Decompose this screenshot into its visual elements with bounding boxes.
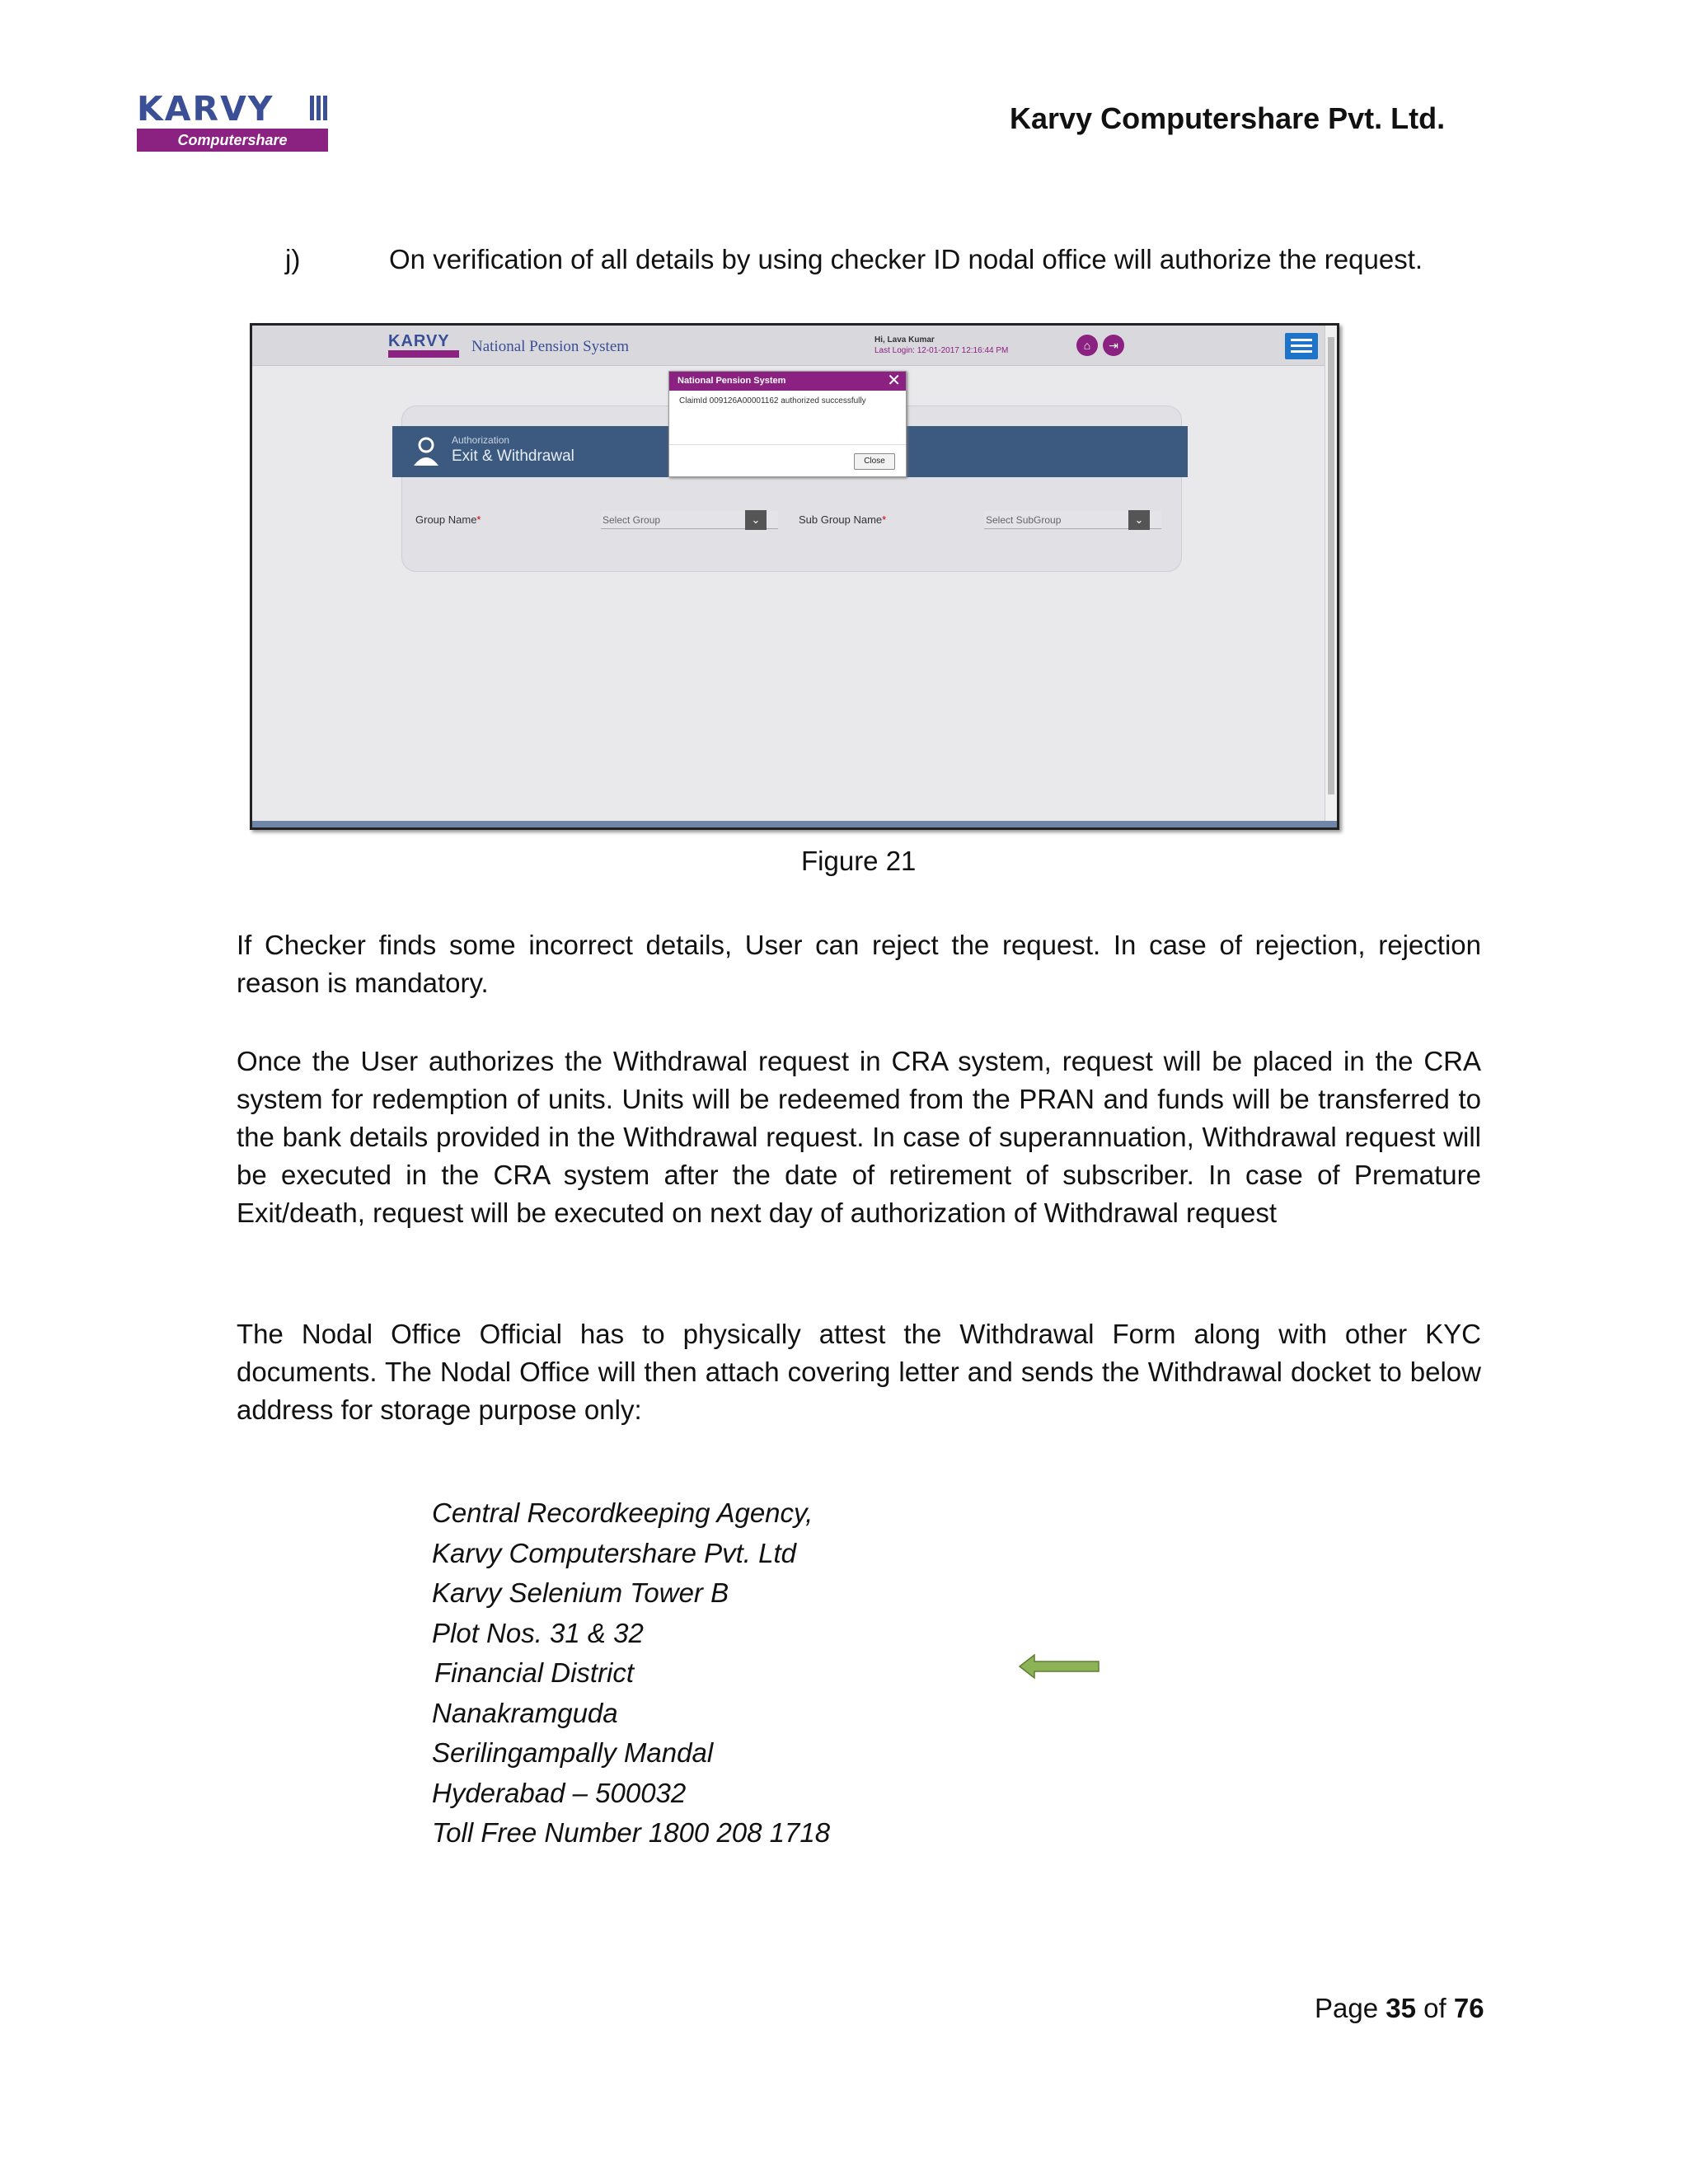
taskbar [252, 821, 1337, 827]
required-mark: * [882, 513, 887, 526]
dialog-title: National Pension System [678, 376, 786, 386]
app-logo-word: KARVY [388, 332, 450, 350]
page-current: 35 [1386, 1993, 1416, 2023]
last-login-value: 12-01-2017 12:16:44 PM [917, 346, 1009, 355]
app-title: National Pension System [471, 338, 630, 355]
home-icon[interactable]: ⌂ [1076, 335, 1098, 356]
success-dialog [668, 371, 907, 477]
sub-group-name-label [799, 513, 886, 526]
address-line: Hyderabad – 500032 [432, 1777, 687, 1808]
figure-screenshot [250, 323, 1339, 830]
step-text: On verification of all details by using checker ID nodal office will authorize the request. [389, 244, 1423, 274]
scrollbar[interactable] [1325, 326, 1337, 827]
arrow-left-icon [1018, 1652, 1100, 1680]
logo-wordmark: KARVY [137, 89, 274, 129]
logo-bars-icon [310, 96, 328, 120]
step-letter: j) [285, 244, 301, 274]
address-line: Serilingampally Mandal [432, 1737, 714, 1768]
user-icon [412, 436, 440, 467]
address-block [432, 1493, 830, 1854]
dialog-message: ClaimId 009126A00001162 authorized successfully [679, 396, 866, 405]
chevron-down-icon[interactable]: ⌄ [1128, 510, 1150, 530]
last-login-label: Last Login: [874, 346, 915, 355]
page-number [1315, 1993, 1484, 2024]
paragraph-authorization: Once the User authorizes the Withdrawal request in CRA system, request will be placed in the CRA system for redemption of units. Units will be redeemed from the PRAN and funds will be transferred to the bank details provided in the Withdrawal request. In case of superannuation, Withdrawal request will be executed in the CRA system after the date of retirement of subscriber. In case of Premature Exit/death, request will be executed on next day of authorization of Withdrawal request [237, 1046, 1481, 1228]
chevron-down-icon[interactable]: ⌄ [745, 510, 767, 530]
close-button[interactable]: Close [854, 453, 895, 470]
menu-icon[interactable] [1285, 333, 1318, 359]
logo-band: Computershare [137, 129, 328, 152]
dialog-divider [669, 444, 906, 445]
address-line: Toll Free Number 1800 208 1718 [432, 1817, 831, 1848]
subgroup-select[interactable]: Select SubGroup [984, 511, 1161, 529]
page-label: Page [1315, 1993, 1379, 2023]
figure-caption: Figure 21 [801, 846, 917, 876]
app-header [252, 326, 1337, 366]
page-of: of [1423, 1993, 1447, 2023]
group-name-label-text: Group Name [415, 513, 477, 526]
last-login [874, 346, 1008, 355]
dialog-header [669, 372, 906, 391]
user-greeting: Hi, Lava Kumar [874, 335, 935, 344]
page-total: 76 [1453, 1993, 1484, 2023]
close-icon[interactable]: ✕ [887, 372, 901, 390]
logout-icon[interactable]: ⇥ [1103, 335, 1124, 356]
panel-subtitle: Authorization [452, 434, 510, 446]
karvy-logo [137, 89, 328, 152]
sub-group-name-label-text: Sub Group Name [799, 513, 883, 526]
address-line: Central Recordkeeping Agency, [432, 1497, 814, 1528]
panel-title: Exit & Withdrawal [452, 448, 574, 465]
required-mark: * [476, 513, 481, 526]
paragraph-nodal-office: The Nodal Office Official has to physically attest the Withdrawal Form along with other KYC documents. The Nodal Office will then attach covering letter and sends the Withdrawal docket to below address for storage purpose only: [237, 1319, 1481, 1425]
company-name: Karvy Computershare Pvt. Ltd. [1010, 101, 1446, 135]
group-select[interactable]: Select Group [601, 511, 778, 529]
address-line: Financial District [434, 1657, 635, 1688]
address-line: Karvy Computershare Pvt. Ltd [432, 1537, 797, 1568]
address-line: Nanakramguda [432, 1697, 618, 1728]
address-line: Plot Nos. 31 & 32 [432, 1617, 644, 1648]
address-line: Karvy Selenium Tower B [432, 1577, 729, 1608]
app-logo [388, 334, 459, 359]
group-name-label [415, 513, 481, 526]
paragraph-rejection: If Checker finds some incorrect details, User can reject the request. In case of rejection, rejection reason is mandatory. [237, 930, 1481, 998]
